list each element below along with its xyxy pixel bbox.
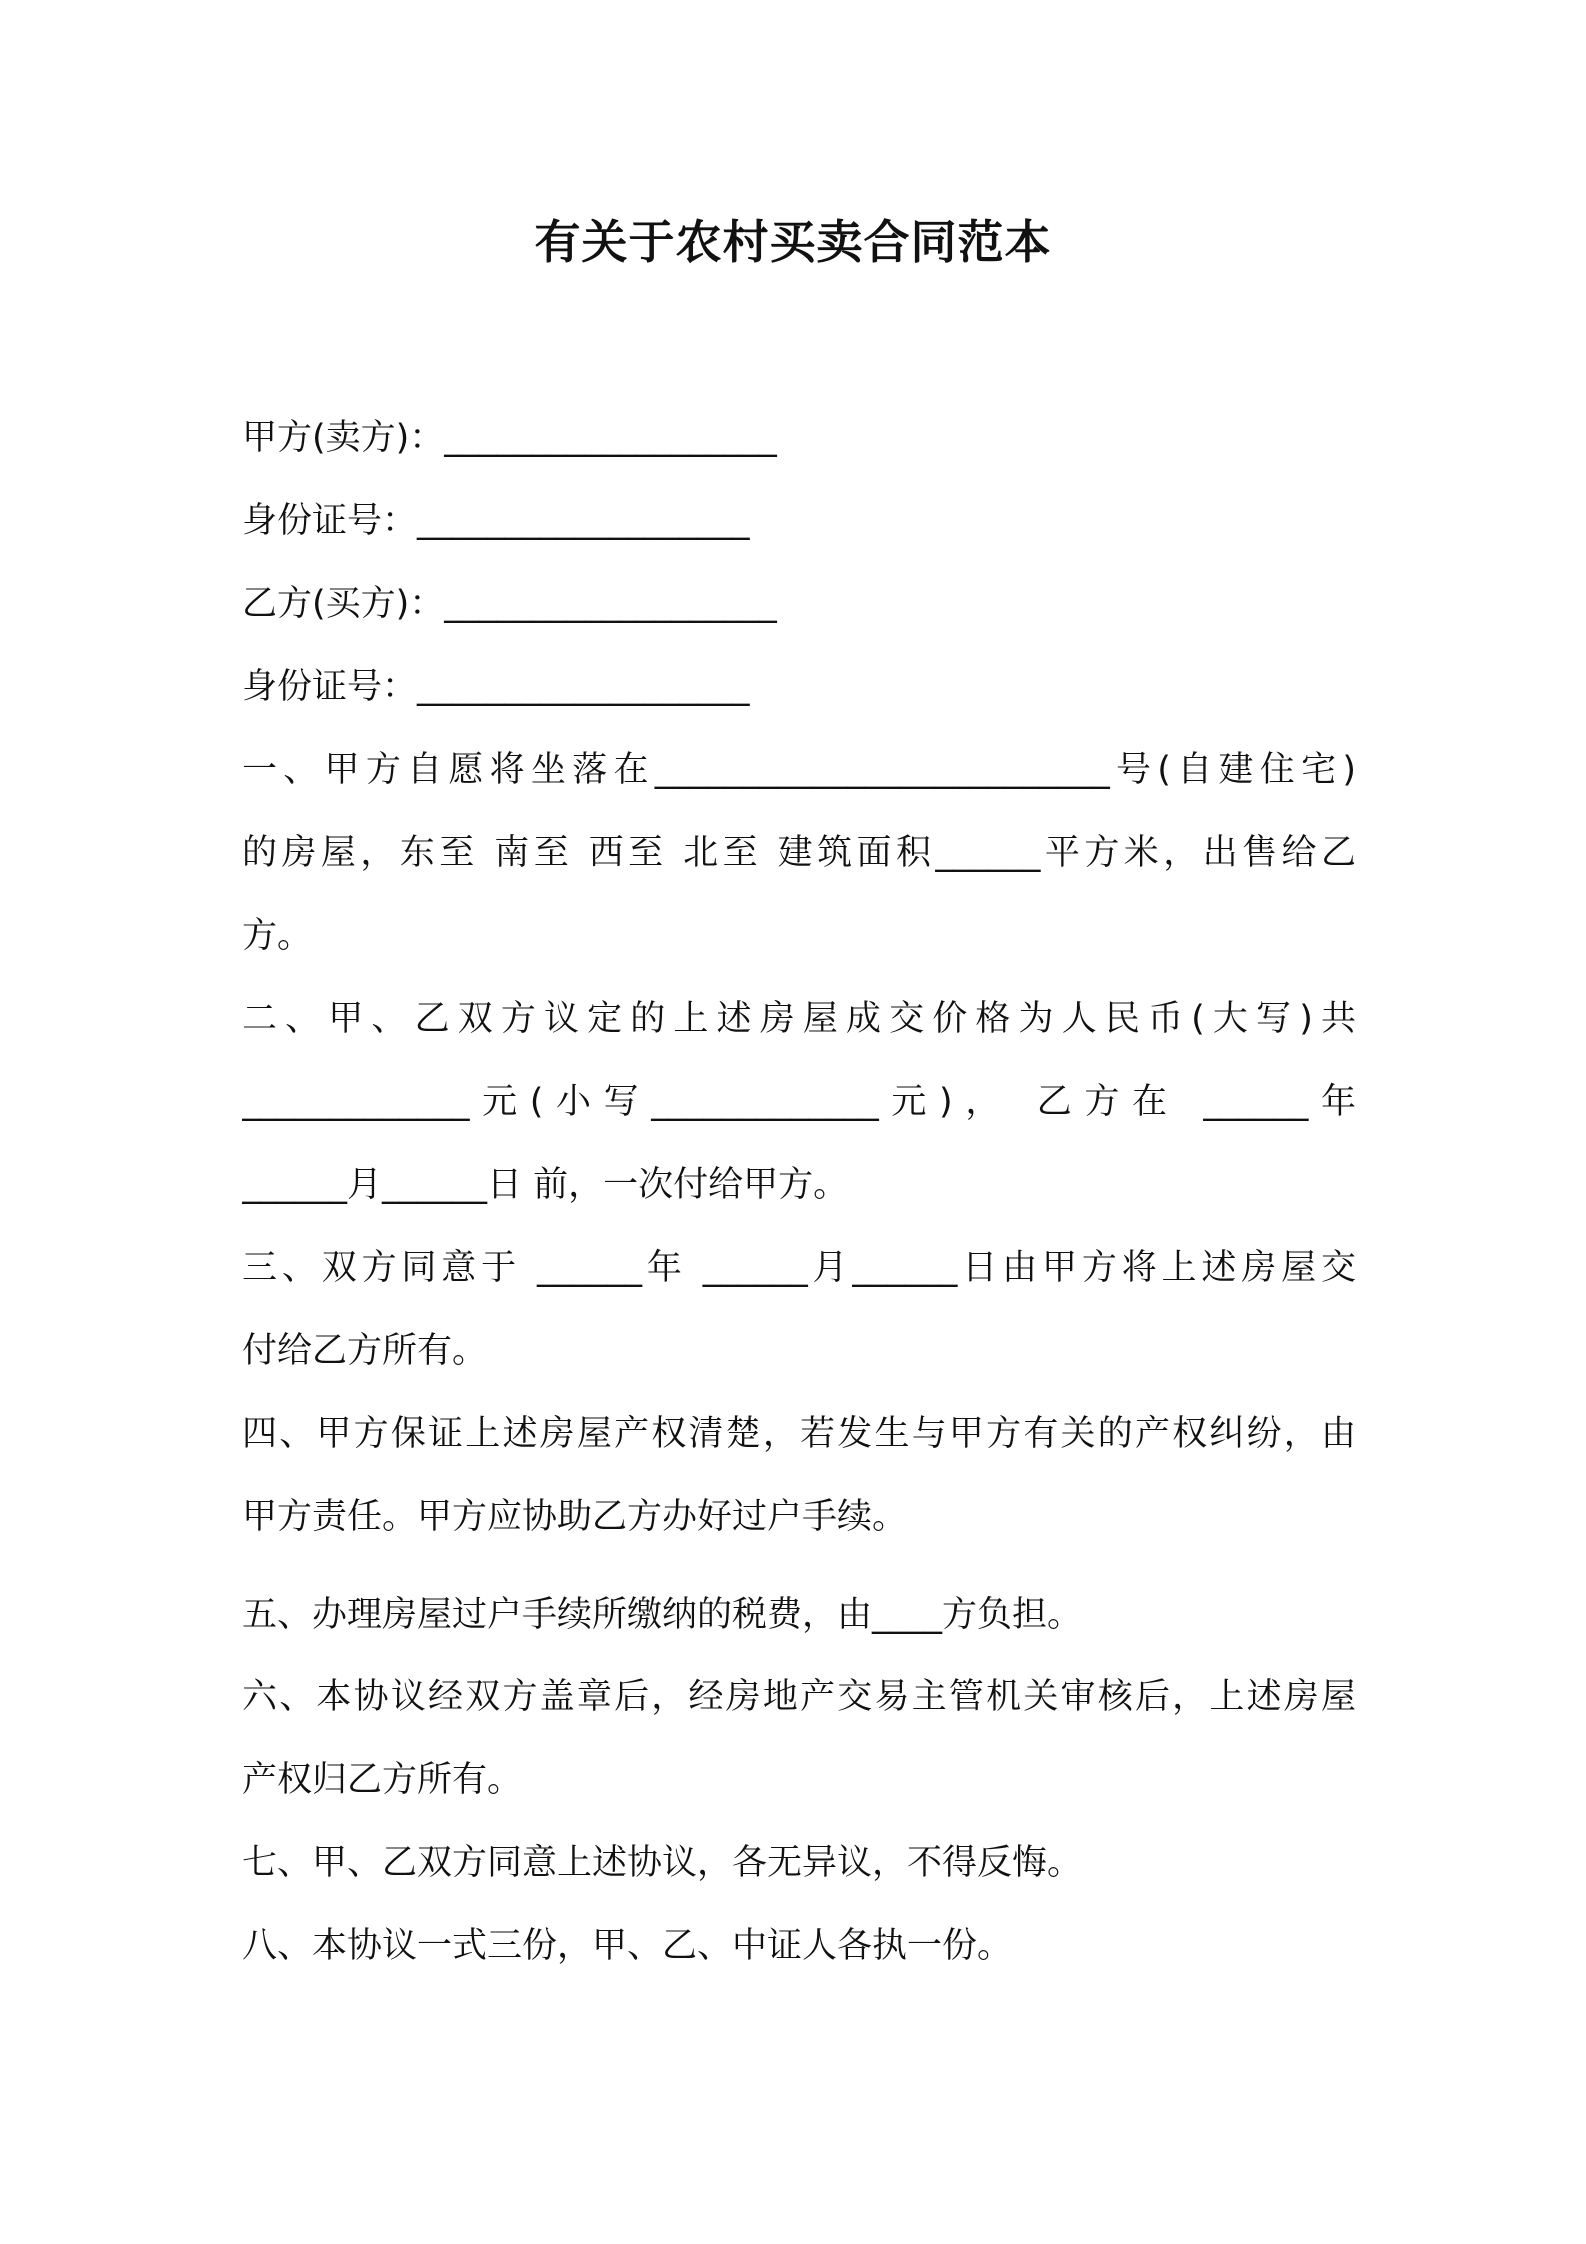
clause-5-line: 五、办理房屋过户手续所缴纳的税费，由____方负担。 — [242, 1595, 1083, 1635]
clause-2-line-2: _____________元(小写_____________元)， 乙方在 ______年 — [242, 1082, 1356, 1122]
clause-4-line-2: 甲方责任。甲方应协助乙方办好过户手续。 — [242, 1497, 908, 1537]
clause-1-line-1: 一、甲方自愿将坐落在__________________________号(自建住宅) — [242, 750, 1356, 790]
party-a-seller-line: 甲方(卖方)：___________________ — [242, 418, 777, 458]
clause-6-line-2: 产权归乙方所有。 — [242, 1760, 523, 1800]
party-b-id-line: 身份证号：___________________ — [242, 667, 750, 707]
clause-2-line-1: 二、甲、乙双方议定的上述房屋成交价格为人民币(大写)共 — [242, 999, 1356, 1039]
clause-6-line-1: 六、本协议经双方盖章后，经房地产交易主管机关审核后，上述房屋 — [242, 1677, 1356, 1717]
clause-3-line-2: 付给乙方所有。 — [242, 1331, 488, 1371]
clause-3-line-1: 三、双方同意于 ______年 ______月______日由甲方将上述房屋交 — [242, 1248, 1356, 1288]
party-b-buyer-line: 乙方(买方)：___________________ — [242, 584, 777, 624]
party-a-id-line: 身份证号：___________________ — [242, 501, 750, 541]
clause-2-line-3: ______月______日 前，一次付给甲方。 — [242, 1165, 849, 1205]
clause-1-line-3: 方。 — [242, 916, 313, 956]
clause-8-line: 八、本协议一式三份，甲、乙、中证人各执一份。 — [242, 1926, 1013, 1966]
clause-7-line: 七、甲、乙双方同意上述协议，各无异议，不得反悔。 — [242, 1843, 1083, 1883]
clause-1-line-2: 的房屋，东至 南至 西至 北至 建筑面积______平方米，出售给乙 — [242, 833, 1356, 873]
document-title: 有关于农村买卖合同范本 — [534, 215, 1052, 269]
clause-4-line-1: 四、甲方保证上述房屋产权清楚，若发生与甲方有关的产权纠纷，由 — [242, 1414, 1356, 1454]
